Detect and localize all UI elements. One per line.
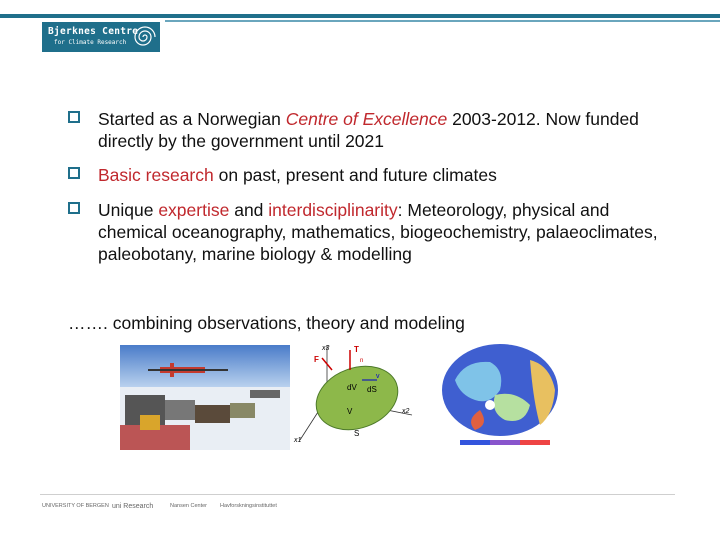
- svg-text:v: v: [376, 373, 380, 380]
- footer-divider: [40, 494, 675, 495]
- imr-logo: Havforskningsinstituttet: [220, 503, 277, 509]
- header-bar-thin: [165, 20, 720, 22]
- header-bar: [0, 14, 720, 18]
- bullet-text: Unique expertise and interdisciplinarity: Meteorology, physical and chemical oceanography, mathematics, biogeochemistry, palaeoclimates, paleobotany, marine biology & modelling: [98, 200, 658, 264]
- svg-text:S: S: [354, 429, 360, 438]
- climate-model-map: [435, 340, 575, 452]
- bullet-1: [68, 108, 668, 152]
- bullet-box-icon: [68, 202, 80, 214]
- svg-text:V: V: [347, 407, 353, 416]
- svg-text:T: T: [354, 345, 359, 354]
- bjerknes-logo: [42, 22, 160, 52]
- bullet-text: Started as a Norwegian Centre of Excellence 2003-2012. Now funded directly by the government until 2021: [98, 109, 639, 151]
- field-expedition-photo: [120, 345, 290, 450]
- svg-text:dS: dS: [367, 385, 377, 394]
- bullet-text: Basic research on past, present and future climates: [98, 165, 497, 185]
- svg-text:F: F: [314, 355, 319, 364]
- logo-title: Bjerknes Centre: [48, 26, 139, 37]
- bullet-box-icon: [68, 111, 80, 123]
- tagline: ……. combining observations, theory and modeling: [68, 313, 465, 333]
- svg-text:dV: dV: [347, 383, 357, 392]
- uib-logo: UNIVERSITY OF BERGEN: [42, 503, 109, 509]
- bullet-box-icon: [68, 167, 80, 179]
- swirl-icon: [132, 24, 158, 50]
- svg-text:x2: x2: [402, 408, 410, 415]
- nansen-center-logo: Nansen Center: [170, 503, 207, 509]
- logo-subtitle: for Climate Research: [54, 39, 127, 46]
- svg-text:n: n: [360, 358, 364, 364]
- bullet-2: [68, 164, 668, 186]
- svg-text:x1: x1: [294, 437, 302, 444]
- uni-research-logo: uni Research: [112, 503, 154, 510]
- bullet-3: [68, 199, 668, 265]
- control-volume-diagram: [292, 340, 422, 455]
- svg-text:x3: x3: [322, 345, 330, 352]
